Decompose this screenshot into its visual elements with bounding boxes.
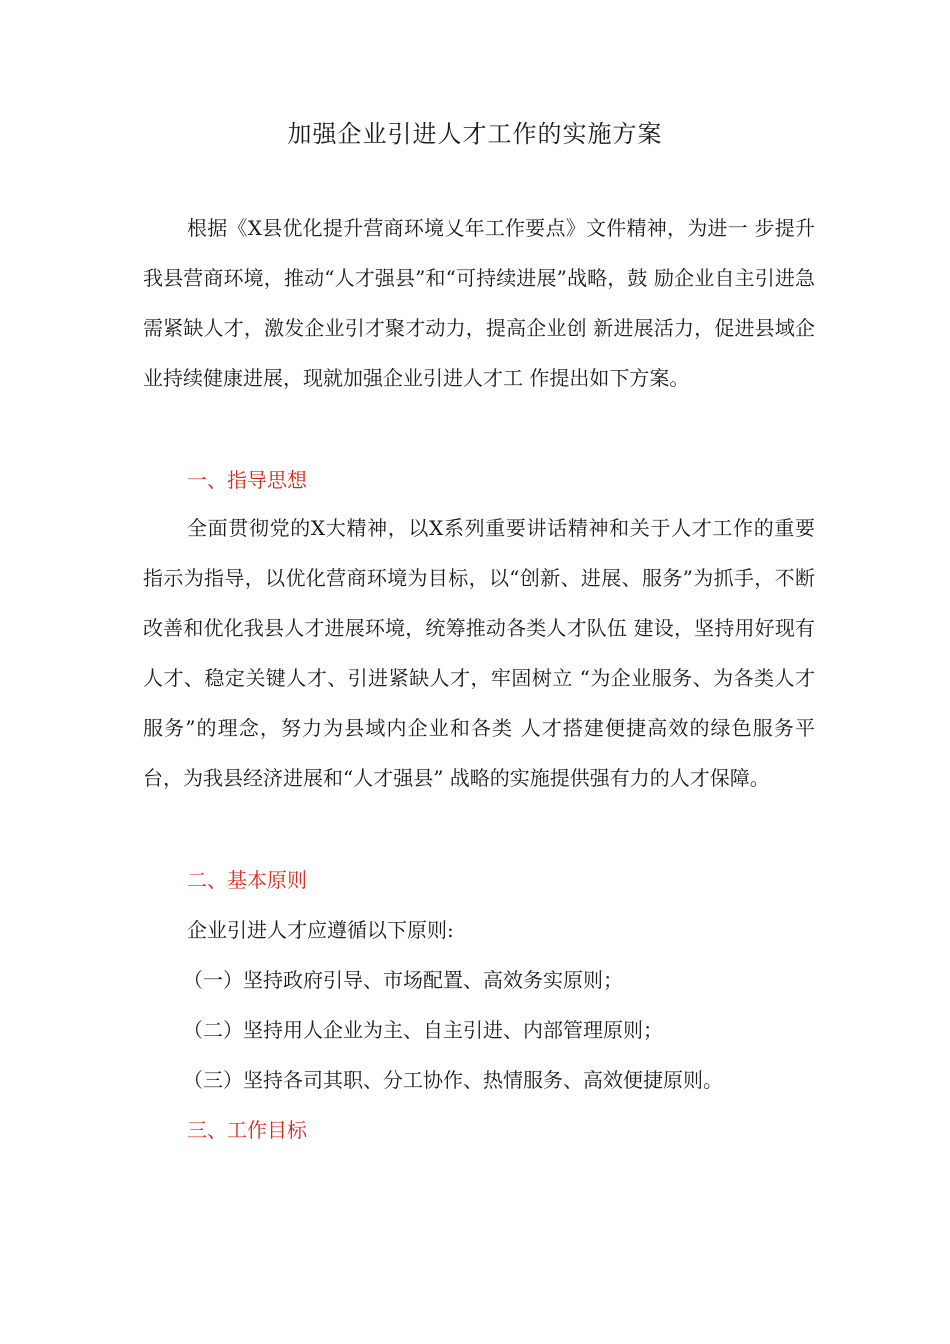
document-title: 加强企业引进人才工作的实施方案 — [287, 120, 663, 148]
principle-item-2: （二）坚持用人企业为主、自主引进、内部管理原则； — [183, 1018, 663, 1042]
principle-item-1: （一）坚持政府引导、市场配置、高效务实原则； — [183, 968, 623, 992]
guiding-ideology-paragraph: 全面贯彻党的X大精神，以X系列重要讲话精神和关于人才工作的重要指示为指导，以优化营商环境为目标，以“创新、进展、服务”为抓手，不断改善和优化我县人才进展环境，统筹推动各类人才队伍 建设，坚持用好现有人才、稳定关键人才、引进紧缺人才，牢固树立 “为企业服务、为各类人才服务”的理念，努力为县域内企业和各类 人才搭建便捷高效的绿色服务平台，为我县经济进展和“人才强县” 战略的实施提供强有力的人才保障。 — [143, 516, 815, 790]
section-heading-work-goals: 三、工作目标 — [187, 1118, 307, 1142]
intro-paragraph: 根据《X县优化提升营商环境乂年工作要点》文件精神，为进一 步提升我县营商环境，推动“人才强县”和“可持续进展”战略，鼓 励企业自主引进急需紧缺人才，激发企业引才聚才动力，提高企业创 新进展活力，促进县域企业持续健康进展，现就加强企业引进人才工 作提出如下方案。 — [143, 216, 815, 390]
principles-intro: 企业引进人才应遵循以下原则: — [187, 918, 454, 942]
section-heading-guiding-ideology: 一、指导思想 — [187, 468, 307, 492]
principle-item-3: （三）坚持各司其职、分工协作、热情服务、高效便捷原则。 — [183, 1068, 723, 1092]
section-heading-basic-principles: 二、基本原则 — [187, 868, 307, 892]
